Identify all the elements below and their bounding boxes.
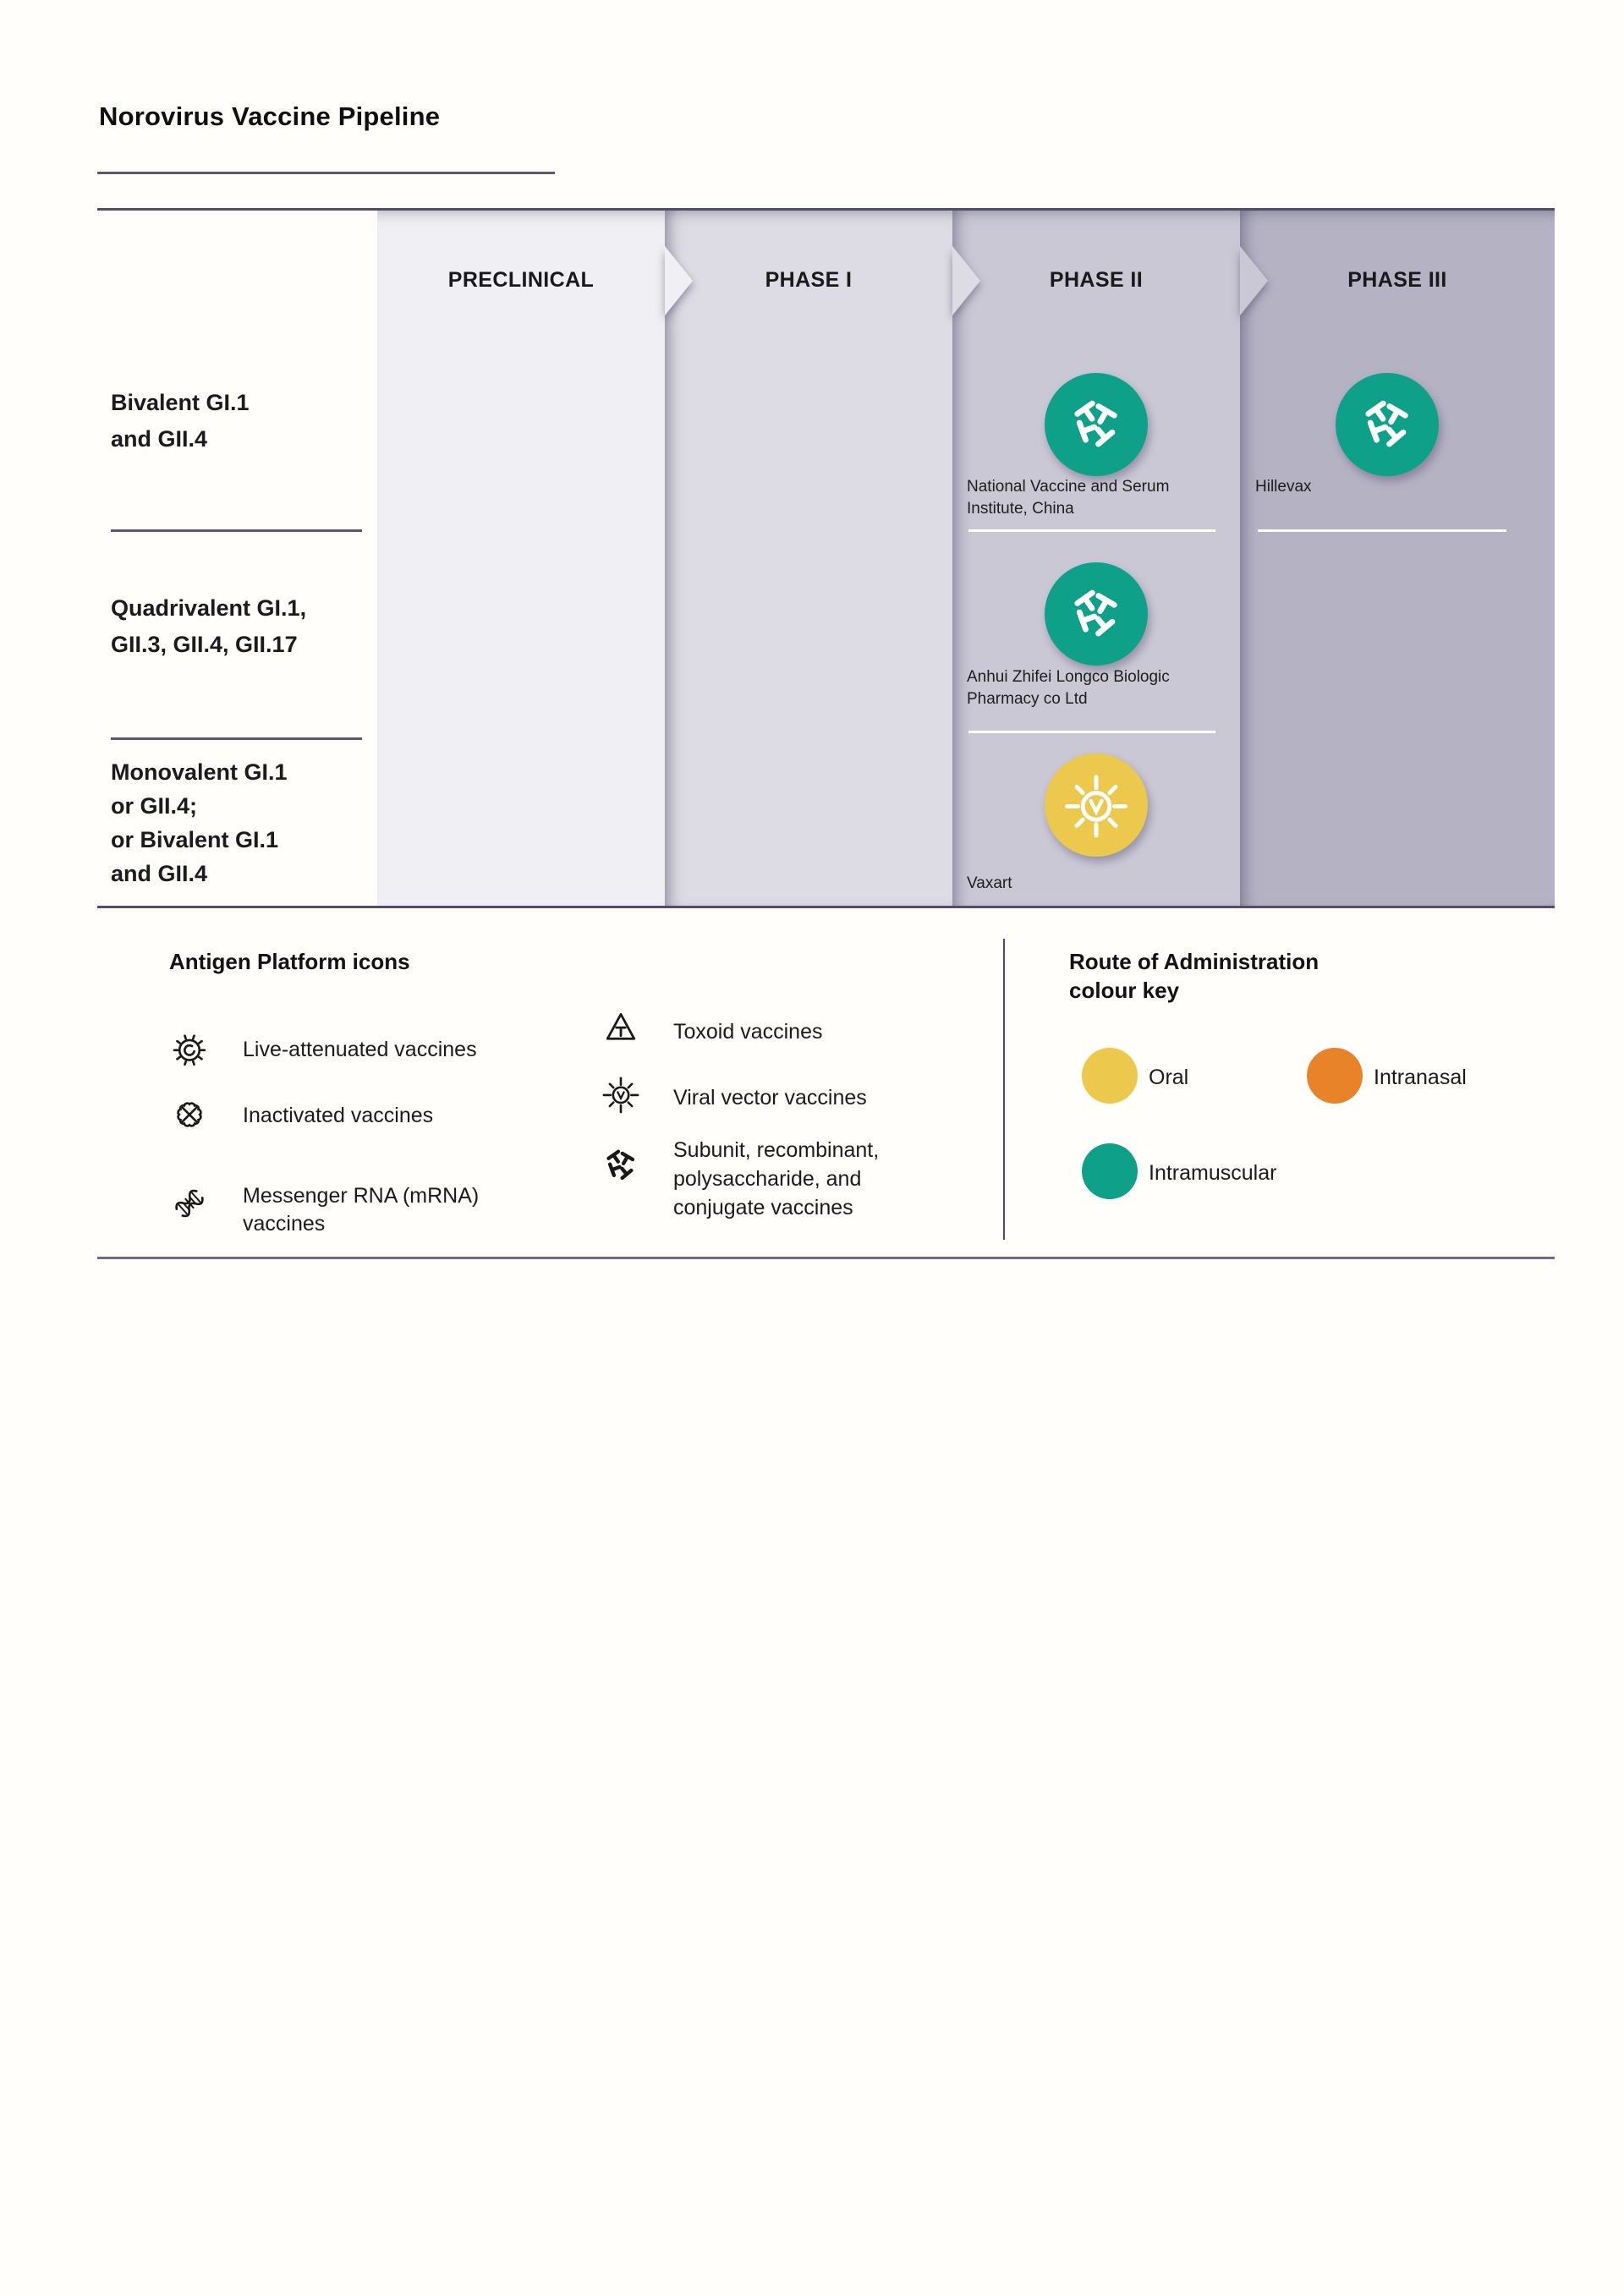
row-label-line: and GII.4 — [111, 861, 208, 886]
row-label-monovalent — [111, 755, 373, 890]
subunit-vaccine-icon — [1336, 373, 1439, 476]
row-separator-1 — [111, 529, 362, 532]
row-separator-2 — [111, 737, 362, 740]
subunit-label-line: conjugate vaccines — [673, 1196, 853, 1219]
subunit-icon — [597, 1142, 645, 1189]
company-label — [967, 476, 1229, 520]
subunit-icon — [1060, 388, 1133, 461]
column-phase-3 — [1240, 211, 1555, 906]
row-label-line: GII.3, GII.4, GII.17 — [111, 632, 298, 657]
white-row-line — [968, 529, 1215, 532]
company-label — [967, 666, 1229, 710]
company-line: Anhui Zhifei Longco Biologic — [967, 668, 1170, 686]
phase-header-preclinical: PRECLINICAL — [447, 268, 595, 292]
intramuscular-color-swatch — [1082, 1143, 1138, 1199]
mrna-label-line: vaccines — [243, 1212, 326, 1236]
white-row-line — [1258, 529, 1506, 532]
subunit-icon — [1351, 388, 1424, 461]
company-line: National Vaccine and Serum — [967, 478, 1170, 496]
viral-vector-icon — [597, 1071, 645, 1118]
company-line: Institute, China — [967, 500, 1074, 518]
company-line: Hillevax — [1255, 478, 1312, 496]
white-row-line — [968, 731, 1215, 733]
column-phase-1 — [665, 211, 952, 906]
inactivated-label: Inactivated vaccines — [243, 1104, 434, 1127]
route-key-heading-line: colour key — [1069, 978, 1180, 1003]
legend-divider — [1003, 939, 1005, 1240]
table-bottom-border — [97, 906, 1555, 908]
table-top-border — [97, 208, 1555, 211]
page-title: Norovirus Vaccine Pipeline — [99, 101, 441, 131]
intranasal-label: Intranasal — [1374, 1066, 1467, 1089]
title-underline — [97, 172, 555, 174]
subunit-icon — [1060, 578, 1133, 650]
row-label-line: Monovalent GI.1 — [111, 759, 288, 785]
live-attenuated-icon — [166, 1025, 213, 1072]
inactivated-icon — [166, 1091, 213, 1138]
row-label-line: or Bivalent GI.1 — [111, 827, 279, 852]
column-preclinical — [377, 211, 665, 906]
viral-vector-vaccine-icon — [1045, 753, 1148, 857]
mrna-icon — [166, 1180, 213, 1227]
toxoid-label: Toxoid vaccines — [673, 1020, 823, 1044]
route-key-heading — [1069, 947, 1319, 1005]
route-key-heading-line: Route of Administration — [1069, 949, 1320, 974]
phase-header-phase-1: PHASE I — [765, 268, 853, 292]
toxoid-icon — [597, 1005, 645, 1052]
oral-label: Oral — [1149, 1066, 1189, 1089]
subunit-label — [673, 1136, 879, 1222]
company-line: Pharmacy co Ltd — [967, 690, 1088, 708]
antigen-platform-heading: Antigen Platform icons — [169, 949, 410, 974]
row-label-bivalent — [111, 385, 373, 458]
viral-vector-label: Viral vector vaccines — [673, 1086, 867, 1110]
phase-header-phase-3: PHASE III — [1347, 268, 1447, 292]
subunit-vaccine-icon — [1045, 373, 1148, 476]
intramuscular-label: Intramuscular — [1149, 1161, 1277, 1185]
row-label-line: and GII.4 — [111, 426, 208, 452]
intranasal-color-swatch — [1307, 1048, 1363, 1104]
viral-vector-icon — [1057, 766, 1135, 844]
mrna-label — [243, 1182, 479, 1238]
mrna-label-line: Messenger RNA (mRNA) — [243, 1184, 480, 1208]
subunit-label-line: polysaccharide, and — [673, 1167, 862, 1191]
subunit-label-line: Subunit, recombinant, — [673, 1138, 880, 1162]
company-line: Vaxart — [967, 874, 1012, 892]
row-label-line: Quadrivalent GI.1, — [111, 595, 307, 621]
subunit-vaccine-icon — [1045, 562, 1148, 666]
oral-color-swatch — [1082, 1048, 1138, 1104]
phase-header-phase-2: PHASE II — [1049, 268, 1144, 292]
company-label — [1255, 476, 1526, 498]
row-label-quadrivalent — [111, 590, 373, 663]
row-label-line: Bivalent GI.1 — [111, 390, 250, 415]
company-label — [967, 873, 1229, 895]
legend-bottom-rule — [97, 1257, 1555, 1259]
live-attenuated-label: Live-attenuated vaccines — [243, 1038, 477, 1061]
row-label-line: or GII.4; — [111, 793, 198, 819]
